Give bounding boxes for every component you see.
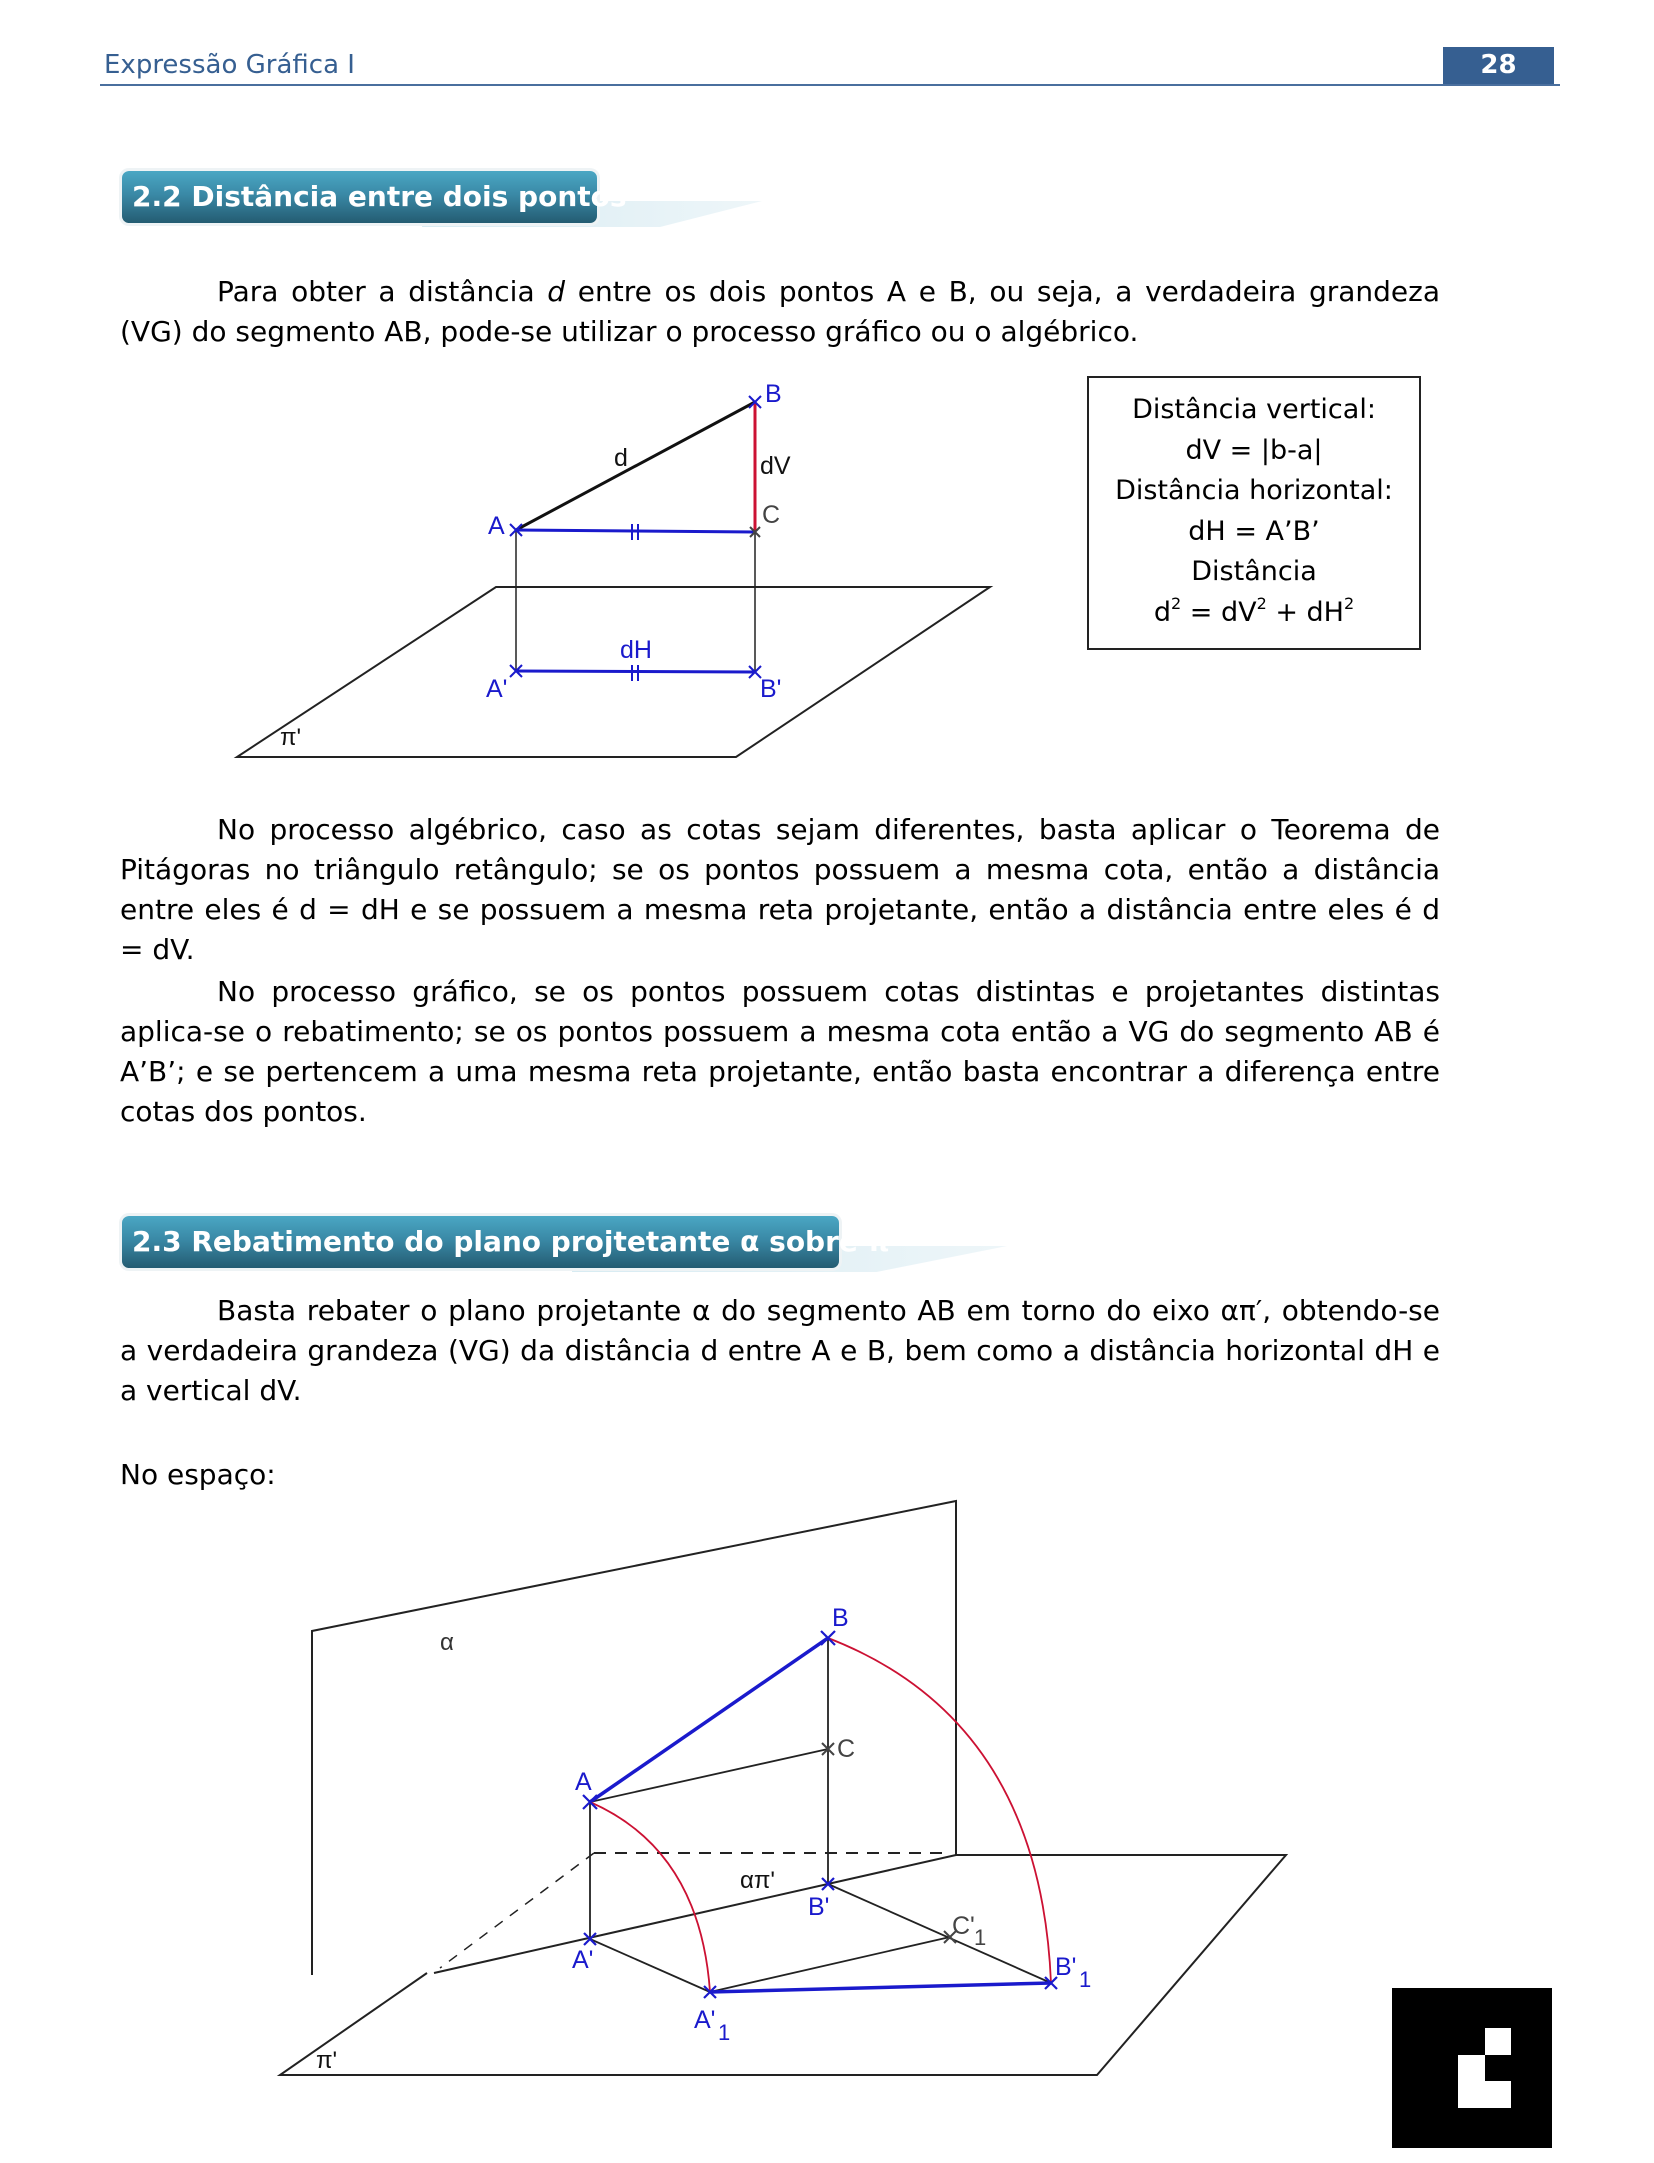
label-a-prime: A' [572,1946,594,1974]
no-espaco-label: No espaço: [120,1458,276,1491]
intro-italic-d: d [547,275,566,308]
formula-line-6: $d^2 = dV^2 + dH^2$ [1153,593,1355,628]
label-b: B [832,1604,849,1632]
label-a-prime-1: A' [694,2006,716,2034]
label-pi-prime: π' [280,724,302,751]
algebraic-paragraph: No processo algébrico, caso as cotas sejam diferentes, basta aplicar o Teorema de Pitágoras no triângulo retângulo; se os pontos possuem a mesma cota, então a distância entre eles é d = dH e se possuem a mesma reta projetante, então a distância entre eles é d = dV. [120,813,1440,966]
label-d: d [614,444,628,472]
formula-line-3: Distância horizontal: [1115,475,1393,506]
label-b-prime: B' [808,1893,830,1921]
formula-line-1: Distância vertical: [1132,394,1376,425]
page-number-badge: 28 [1443,47,1554,84]
section-2-3-paragraph: Basta rebater o plano projetante α do segmento AB em torno do eixo απ′, obtendo-se a verdadeira grandeza (VG) da distância d entre A e B, bem como a distância horizontal dH e a vertical dV. [120,1294,1440,1407]
formula-box [1087,376,1421,650]
label-pi-prime: π' [316,2047,338,2074]
section-2-2-heading: 2.2 Distância entre dois pontos [122,171,597,223]
label-a-prime: A' [486,675,508,703]
label-dv: dV [760,452,791,480]
segment-d [516,402,755,530]
graphic-paragraph: No processo gráfico, se os pontos possuem cotas distintas e projetantes distintas aplica-se o rebatimento; se os pontos possuem a mesma cota então a VG do segmento AB é A’B’; e se pertencem a uma mesma reta projetante, então basta encontrar a diferença entre cotas dos pontos. [120,975,1440,1128]
segment-ac [516,530,755,532]
label-c-sub: 1 [974,1925,987,1950]
running-header-title: Expressão Gráfica I [104,50,355,80]
label-a: A [488,512,505,540]
formula-line-5: Distância [1191,556,1317,587]
formula-line-2: dV = |b-a| [1185,434,1323,466]
corner-marker-icon [1392,1988,1552,2148]
label-b-sub: 1 [1079,1967,1092,1992]
label-b: B [765,380,782,408]
label-alpha: α [440,1629,454,1656]
section-2-3-banner [122,1216,901,1270]
label-c: C [837,1735,856,1763]
section-2-3-heading: 2.3 Rebatimento do plano projtetante α sobre π’ [122,1216,839,1268]
label-dh: dH [620,636,652,664]
segment-a-b-prime [516,671,755,672]
label-axis: απ' [740,1867,776,1894]
intro-text-2: entre os dois pontos A e B, ou seja, a verdadeira grandeza (VG) do segmento AB, pode-se utilizar o processo gráfico ou o algébrico. [120,275,1440,348]
label-c: C [762,501,781,529]
label-a: A [575,1768,592,1796]
label-b-prime: B' [760,675,782,703]
plane-alpha [312,1501,956,1975]
plane-pi-prime [280,1855,1286,2075]
segment-a1-b1 [710,1983,1051,1992]
label-b-prime-1: B' [1055,1953,1077,1981]
intro-text-1: Para obter a distância [217,275,548,308]
label-a-sub: 1 [718,2020,731,2045]
segment-ab [590,1638,828,1802]
label-c-prime-1: C' [952,1912,975,1940]
formula-line-4: dH = A’B’ [1188,515,1320,547]
